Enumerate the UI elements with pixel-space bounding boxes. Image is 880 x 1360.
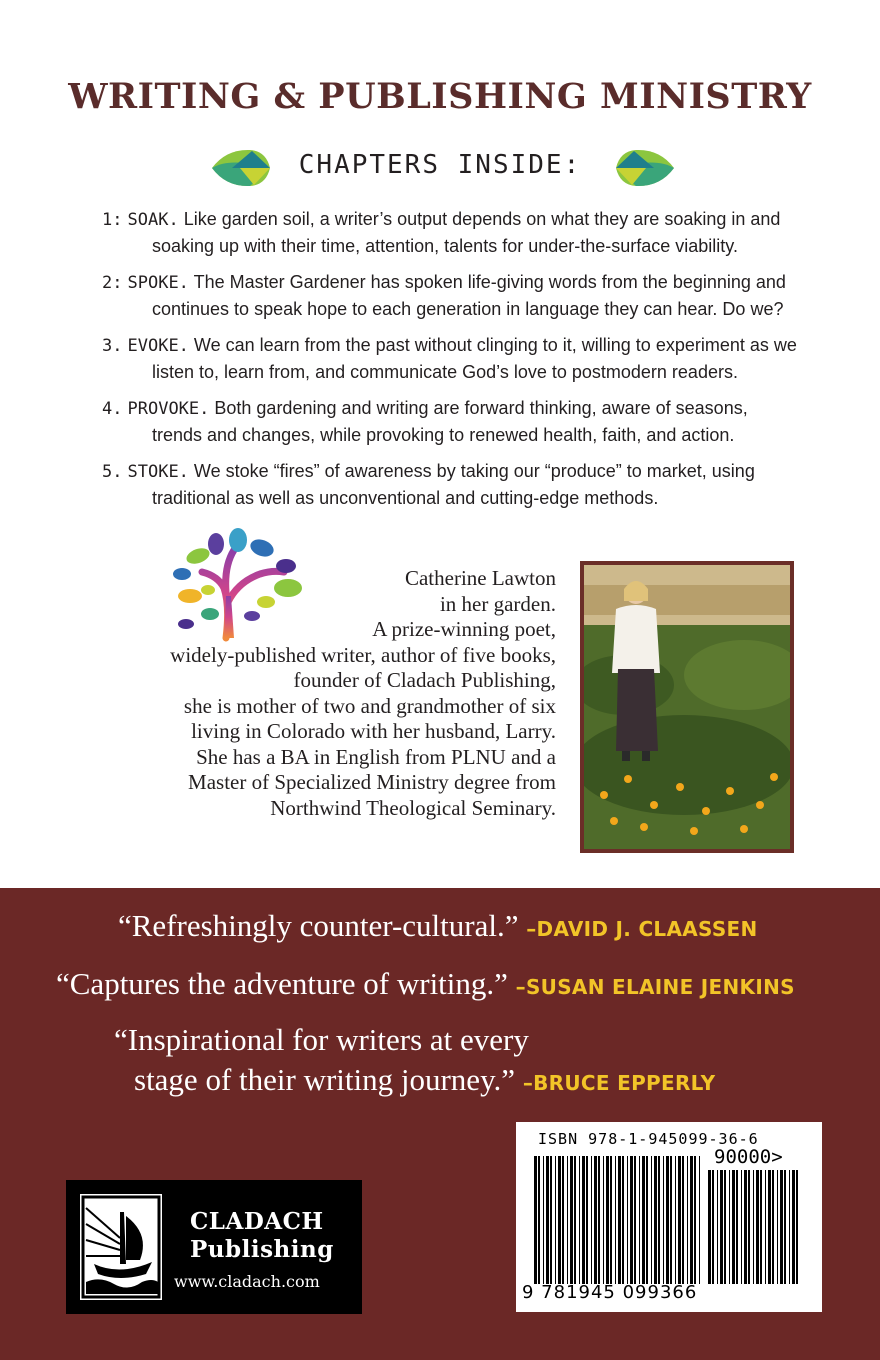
endorsement-attribution: –SUSAN ELAINE JENKINS <box>515 975 795 999</box>
chapter-list <box>102 206 802 521</box>
isbn-barcode <box>516 1122 822 1312</box>
barcode-digits: 9 781945 099366 <box>522 1282 698 1303</box>
author-photo <box>580 561 794 853</box>
barcode-bars <box>534 1156 704 1284</box>
barcode-bars <box>708 1170 802 1284</box>
endorsement-attribution: –BRUCE EPPERLY <box>522 1071 716 1095</box>
endorsement-quote: “Captures the adventure of writing.” –SUSAN ELAINE JENKINS <box>56 966 795 1001</box>
list-item: 5. STOKE. We stoke “fires” of awareness by taking our “produce” to market, using traditional as well as unconventional and cutting-edge methods. <box>102 461 755 508</box>
author-bio: Catherine Lawton in her garden. A prize-winning poet, widely-published writer, author of five books, founder of Cladach Publishing, she is mother of two and grandmother of six living in Colorado with her husband, Larry. She has a BA in English from PLNU and a Master of Specialized Ministry degree from Northwind Theological Seminary. <box>170 566 556 820</box>
publisher-name: CLADACH Publishing <box>190 1208 334 1263</box>
endorsement-quote: “Refreshingly counter-cultural.” –DAVID J. CLAASSEN <box>118 908 758 943</box>
list-item: 2: SPOKE. The Master Gardener has spoken life-giving words from the beginning and continues to speak hope to each generation in language they can hear. Do we? <box>102 272 786 319</box>
chapters-heading: CHAPTERS INSIDE: <box>298 150 582 180</box>
price-code: 90000> <box>714 1146 783 1168</box>
page-title: WRITING & PUBLISHING MINISTRY <box>68 76 812 117</box>
publisher-logo <box>66 1180 362 1314</box>
publisher-url: www.cladach.com <box>174 1272 320 1291</box>
list-item: 1: SOAK. Like garden soil, a writer’s output depends on what they are soaking in and soaking up with their time, attention, talents for under-the-surface viability. <box>102 209 781 256</box>
endorsement-quote: stage of their writing journey.” –BRUCE EPPERLY <box>134 1062 716 1097</box>
endorsement-attribution: –DAVID J. CLAASSEN <box>526 917 758 941</box>
endorsement-quote: “Inspirational for writers at every <box>114 1022 529 1057</box>
ship-icon <box>80 1194 162 1300</box>
list-item: 4. PROVOKE. Both gardening and writing are forward thinking, aware of seasons, trends and changes, while provoking to renewed health, faith, and action. <box>102 398 748 445</box>
list-item: 3. EVOKE. We can learn from the past without clinging to it, willing to experiment as we listen to, learn from, and communicate God’s love to postmodern readers. <box>102 335 797 382</box>
leaf-icon <box>614 147 676 189</box>
isbn-number: ISBN 978-1-945099-36-6 <box>538 1130 759 1148</box>
